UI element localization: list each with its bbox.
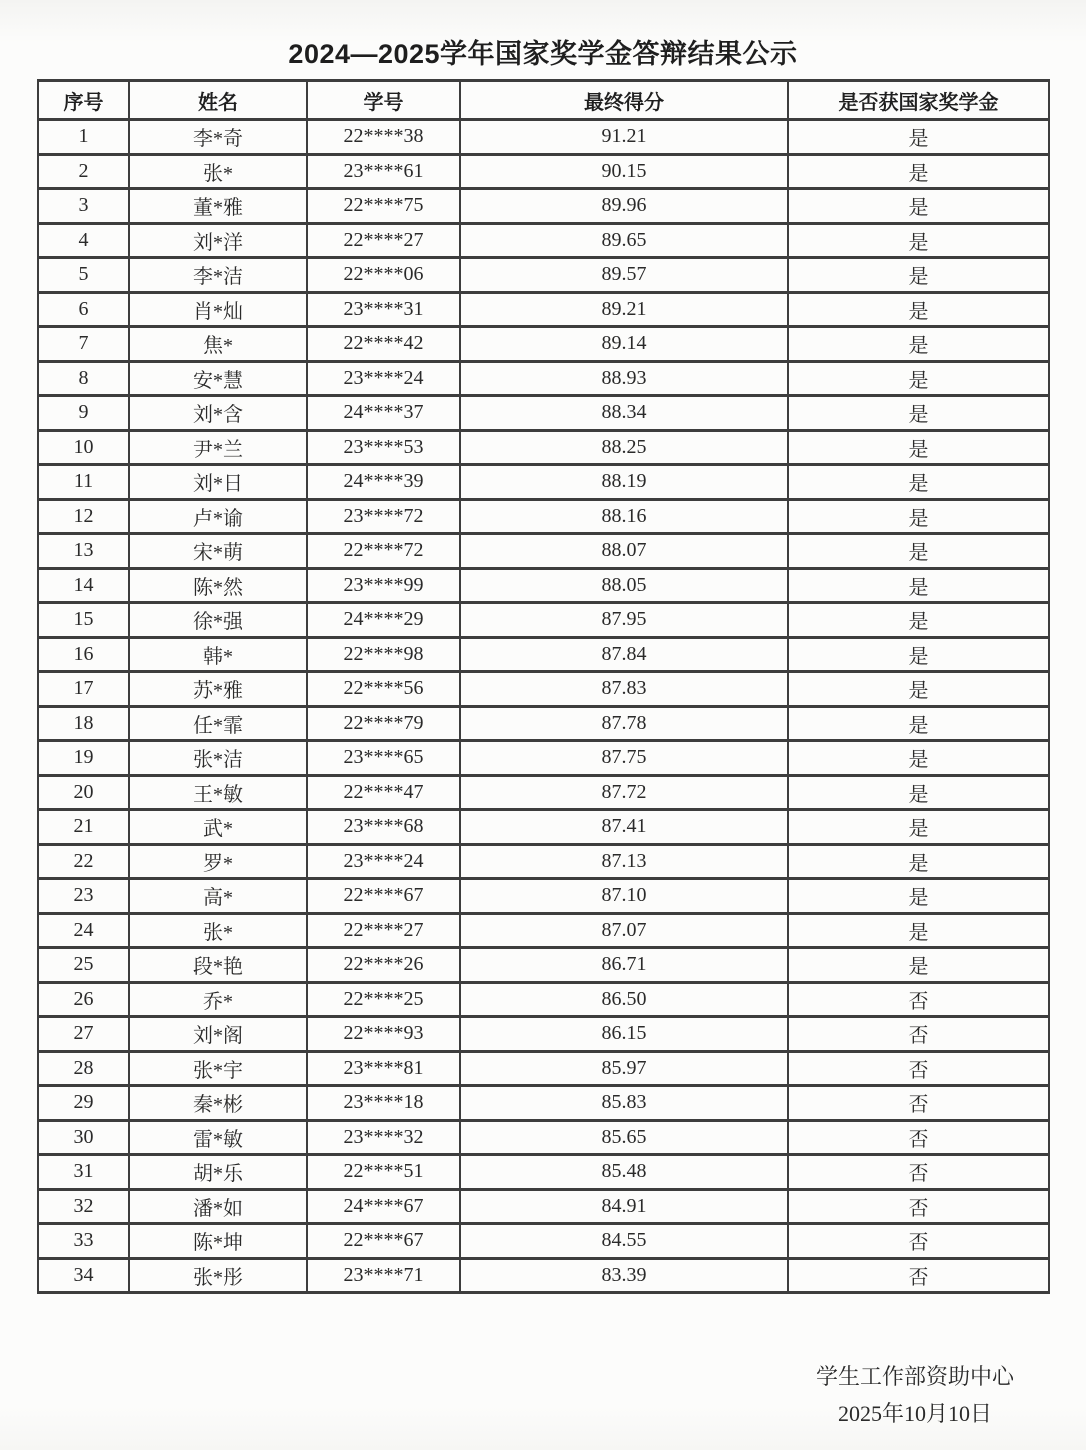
- cell-index: 24: [38, 913, 129, 948]
- table-row: [38, 603, 1049, 638]
- cell-awarded: 是: [788, 706, 1049, 741]
- cell-student-id: 23****61: [307, 154, 460, 189]
- cell-awarded: 是: [788, 844, 1049, 879]
- cell-student-id: 24****37: [307, 396, 460, 431]
- cell-final-score: 89.65: [460, 223, 788, 258]
- cell-final-score: 86.15: [460, 1017, 788, 1052]
- cell-student-id: 22****51: [307, 1155, 460, 1190]
- cell-student-id: 23****53: [307, 430, 460, 465]
- cell-final-score: 85.83: [460, 1086, 788, 1121]
- cell-name: 安*慧: [129, 361, 307, 396]
- cell-student-id: 24****29: [307, 603, 460, 638]
- cell-index: 18: [38, 706, 129, 741]
- cell-final-score: 87.10: [460, 879, 788, 914]
- cell-awarded: 是: [788, 465, 1049, 500]
- cell-final-score: 87.83: [460, 672, 788, 707]
- cell-final-score: 87.13: [460, 844, 788, 879]
- cell-name: 张*彤: [129, 1258, 307, 1293]
- cell-name: 张*: [129, 913, 307, 948]
- table-row: [38, 1120, 1049, 1155]
- cell-index: 14: [38, 568, 129, 603]
- cell-index: 19: [38, 741, 129, 776]
- cell-final-score: 87.07: [460, 913, 788, 948]
- cell-name: 任*霏: [129, 706, 307, 741]
- cell-student-id: 22****47: [307, 775, 460, 810]
- cell-name: 雷*敏: [129, 1120, 307, 1155]
- cell-name: 张*洁: [129, 741, 307, 776]
- table-row: [38, 948, 1049, 983]
- cell-index: 20: [38, 775, 129, 810]
- cell-student-id: 23****31: [307, 292, 460, 327]
- table-header-row: [38, 81, 1049, 120]
- cell-awarded: 是: [788, 154, 1049, 189]
- cell-student-id: 23****81: [307, 1051, 460, 1086]
- cell-awarded: 是: [788, 672, 1049, 707]
- cell-student-id: 22****79: [307, 706, 460, 741]
- cell-index: 17: [38, 672, 129, 707]
- cell-awarded: 是: [788, 879, 1049, 914]
- date-line: 2025年10月10日: [837, 1401, 993, 1426]
- table-row: [38, 499, 1049, 534]
- table-row: [38, 1189, 1049, 1224]
- cell-index: 23: [38, 879, 129, 914]
- cell-index: 2: [38, 154, 129, 189]
- cell-student-id: 22****72: [307, 534, 460, 569]
- cell-index: 8: [38, 361, 129, 396]
- cell-awarded: 是: [788, 327, 1049, 362]
- cell-awarded: 否: [788, 982, 1049, 1017]
- cell-student-id: 22****98: [307, 637, 460, 672]
- cell-awarded: 是: [788, 292, 1049, 327]
- col-header-name: 姓名: [129, 81, 307, 120]
- cell-final-score: 85.65: [460, 1120, 788, 1155]
- cell-name: 卢*谕: [129, 499, 307, 534]
- cell-awarded: 是: [788, 913, 1049, 948]
- cell-final-score: 90.15: [460, 154, 788, 189]
- cell-name: 王*敏: [129, 775, 307, 810]
- table-row: [38, 223, 1049, 258]
- cell-index: 29: [38, 1086, 129, 1121]
- cell-index: 25: [38, 948, 129, 983]
- cell-name: 李*奇: [129, 120, 307, 155]
- cell-final-score: 89.57: [460, 258, 788, 293]
- table-row: [38, 154, 1049, 189]
- cell-final-score: 88.93: [460, 361, 788, 396]
- cell-name: 陈*坤: [129, 1224, 307, 1259]
- cell-name: 刘*日: [129, 465, 307, 500]
- page-title: 2024—2025学年国家奖学金答辩结果公示: [288, 39, 798, 69]
- cell-awarded: 是: [788, 603, 1049, 638]
- cell-index: 22: [38, 844, 129, 879]
- cell-student-id: 22****56: [307, 672, 460, 707]
- cell-awarded: 是: [788, 741, 1049, 776]
- table-row: [38, 396, 1049, 431]
- cell-awarded: 否: [788, 1120, 1049, 1155]
- cell-final-score: 89.96: [460, 189, 788, 224]
- cell-index: 3: [38, 189, 129, 224]
- cell-awarded: 否: [788, 1155, 1049, 1190]
- table-row: [38, 1051, 1049, 1086]
- cell-awarded: 是: [788, 396, 1049, 431]
- cell-awarded: 是: [788, 120, 1049, 155]
- cell-name: 段*艳: [129, 948, 307, 983]
- table-row: [38, 810, 1049, 845]
- cell-name: 苏*雅: [129, 672, 307, 707]
- table-row: [38, 1017, 1049, 1052]
- cell-awarded: 否: [788, 1051, 1049, 1086]
- cell-awarded: 是: [788, 189, 1049, 224]
- cell-awarded: 否: [788, 1086, 1049, 1121]
- cell-index: 33: [38, 1224, 129, 1259]
- cell-student-id: 22****06: [307, 258, 460, 293]
- cell-index: 32: [38, 1189, 129, 1224]
- cell-name: 高*: [129, 879, 307, 914]
- cell-awarded: 是: [788, 775, 1049, 810]
- table-row: [38, 258, 1049, 293]
- cell-name: 李*洁: [129, 258, 307, 293]
- cell-final-score: 88.05: [460, 568, 788, 603]
- cell-name: 潘*如: [129, 1189, 307, 1224]
- cell-student-id: 24****39: [307, 465, 460, 500]
- cell-name: 胡*乐: [129, 1155, 307, 1190]
- cell-index: 15: [38, 603, 129, 638]
- cell-name: 尹*兰: [129, 430, 307, 465]
- col-header-index: 序号: [38, 81, 129, 120]
- cell-name: 刘*阁: [129, 1017, 307, 1052]
- col-header-student-id: 学号: [307, 81, 460, 120]
- cell-name: 肖*灿: [129, 292, 307, 327]
- table-row: [38, 1155, 1049, 1190]
- cell-awarded: 是: [788, 637, 1049, 672]
- cell-index: 1: [38, 120, 129, 155]
- table-row: [38, 879, 1049, 914]
- table-row: [38, 844, 1049, 879]
- cell-student-id: 22****38: [307, 120, 460, 155]
- cell-index: 13: [38, 534, 129, 569]
- cell-awarded: 否: [788, 1189, 1049, 1224]
- cell-awarded: 是: [788, 430, 1049, 465]
- cell-final-score: 85.97: [460, 1051, 788, 1086]
- cell-awarded: 是: [788, 534, 1049, 569]
- cell-awarded: 是: [788, 810, 1049, 845]
- cell-name: 张*: [129, 154, 307, 189]
- cell-awarded: 是: [788, 223, 1049, 258]
- cell-index: 12: [38, 499, 129, 534]
- cell-name: 焦*: [129, 327, 307, 362]
- cell-student-id: 22****27: [307, 913, 460, 948]
- cell-index: 16: [38, 637, 129, 672]
- cell-name: 董*雅: [129, 189, 307, 224]
- cell-index: 31: [38, 1155, 129, 1190]
- cell-awarded: 否: [788, 1017, 1049, 1052]
- cell-name: 张*宇: [129, 1051, 307, 1086]
- cell-student-id: 23****24: [307, 361, 460, 396]
- cell-index: 30: [38, 1120, 129, 1155]
- cell-student-id: 22****25: [307, 982, 460, 1017]
- cell-name: 刘*含: [129, 396, 307, 431]
- cell-student-id: 23****65: [307, 741, 460, 776]
- table-row: [38, 430, 1049, 465]
- cell-awarded: 是: [788, 499, 1049, 534]
- cell-final-score: 87.41: [460, 810, 788, 845]
- cell-name: 陈*然: [129, 568, 307, 603]
- cell-final-score: 85.48: [460, 1155, 788, 1190]
- cell-final-score: 88.34: [460, 396, 788, 431]
- table-row: [38, 1086, 1049, 1121]
- cell-student-id: 22****75: [307, 189, 460, 224]
- table-row: [38, 465, 1049, 500]
- cell-awarded: 是: [788, 568, 1049, 603]
- cell-student-id: 23****24: [307, 844, 460, 879]
- table-row: [38, 361, 1049, 396]
- cell-final-score: 87.84: [460, 637, 788, 672]
- table-row: [38, 741, 1049, 776]
- cell-final-score: 86.71: [460, 948, 788, 983]
- cell-index: 28: [38, 1051, 129, 1086]
- cell-student-id: 23****18: [307, 1086, 460, 1121]
- cell-student-id: 23****72: [307, 499, 460, 534]
- cell-name: 武*: [129, 810, 307, 845]
- cell-final-score: 89.14: [460, 327, 788, 362]
- cell-final-score: 87.95: [460, 603, 788, 638]
- table-row: [38, 534, 1049, 569]
- cell-name: 乔*: [129, 982, 307, 1017]
- col-header-final-score: 最终得分: [460, 81, 788, 120]
- cell-index: 26: [38, 982, 129, 1017]
- table-row: [38, 672, 1049, 707]
- table-row: [38, 775, 1049, 810]
- table-row: [38, 706, 1049, 741]
- cell-final-score: 88.25: [460, 430, 788, 465]
- cell-name: 徐*强: [129, 603, 307, 638]
- table-row: [38, 120, 1049, 155]
- table-row: [38, 637, 1049, 672]
- cell-final-score: 89.21: [460, 292, 788, 327]
- cell-final-score: 83.39: [460, 1258, 788, 1293]
- table-row: [38, 982, 1049, 1017]
- cell-final-score: 87.72: [460, 775, 788, 810]
- table-row: [38, 1224, 1049, 1259]
- cell-name: 韩*: [129, 637, 307, 672]
- cell-student-id: 22****67: [307, 879, 460, 914]
- cell-final-score: 87.78: [460, 706, 788, 741]
- cell-student-id: 24****67: [307, 1189, 460, 1224]
- cell-final-score: 88.07: [460, 534, 788, 569]
- cell-student-id: 22****26: [307, 948, 460, 983]
- cell-final-score: 86.50: [460, 982, 788, 1017]
- table-row: [38, 327, 1049, 362]
- cell-final-score: 87.75: [460, 741, 788, 776]
- cell-student-id: 23****32: [307, 1120, 460, 1155]
- cell-index: 11: [38, 465, 129, 500]
- cell-awarded: 是: [788, 258, 1049, 293]
- cell-index: 9: [38, 396, 129, 431]
- cell-final-score: 84.91: [460, 1189, 788, 1224]
- cell-name: 秦*彬: [129, 1086, 307, 1121]
- cell-student-id: 22****27: [307, 223, 460, 258]
- cell-student-id: 23****99: [307, 568, 460, 603]
- cell-index: 34: [38, 1258, 129, 1293]
- cell-awarded: 否: [788, 1258, 1049, 1293]
- table-row: [38, 189, 1049, 224]
- table-body: [38, 120, 1049, 1293]
- cell-name: 刘*洋: [129, 223, 307, 258]
- cell-final-score: 91.21: [460, 120, 788, 155]
- cell-student-id: 23****71: [307, 1258, 460, 1293]
- cell-final-score: 84.55: [460, 1224, 788, 1259]
- cell-name: 宋*萌: [129, 534, 307, 569]
- results-table: [37, 79, 1050, 1294]
- table-row: [38, 913, 1049, 948]
- cell-student-id: 22****67: [307, 1224, 460, 1259]
- cell-student-id: 22****93: [307, 1017, 460, 1052]
- cell-index: 21: [38, 810, 129, 845]
- cell-index: 6: [38, 292, 129, 327]
- cell-index: 5: [38, 258, 129, 293]
- signature-block: [816, 1358, 1014, 1432]
- cell-awarded: 是: [788, 361, 1049, 396]
- cell-final-score: 88.19: [460, 465, 788, 500]
- issuer-line: 学生工作部资助中心: [815, 1364, 1015, 1389]
- cell-student-id: 22****42: [307, 327, 460, 362]
- table-row: [38, 292, 1049, 327]
- cell-index: 4: [38, 223, 129, 258]
- table-row: [38, 1258, 1049, 1293]
- cell-awarded: 是: [788, 948, 1049, 983]
- cell-index: 7: [38, 327, 129, 362]
- cell-student-id: 23****68: [307, 810, 460, 845]
- cell-index: 10: [38, 430, 129, 465]
- cell-index: 27: [38, 1017, 129, 1052]
- cell-final-score: 88.16: [460, 499, 788, 534]
- cell-awarded: 否: [788, 1224, 1049, 1259]
- cell-name: 罗*: [129, 844, 307, 879]
- table-row: [38, 568, 1049, 603]
- col-header-awarded: 是否获国家奖学金: [788, 81, 1049, 120]
